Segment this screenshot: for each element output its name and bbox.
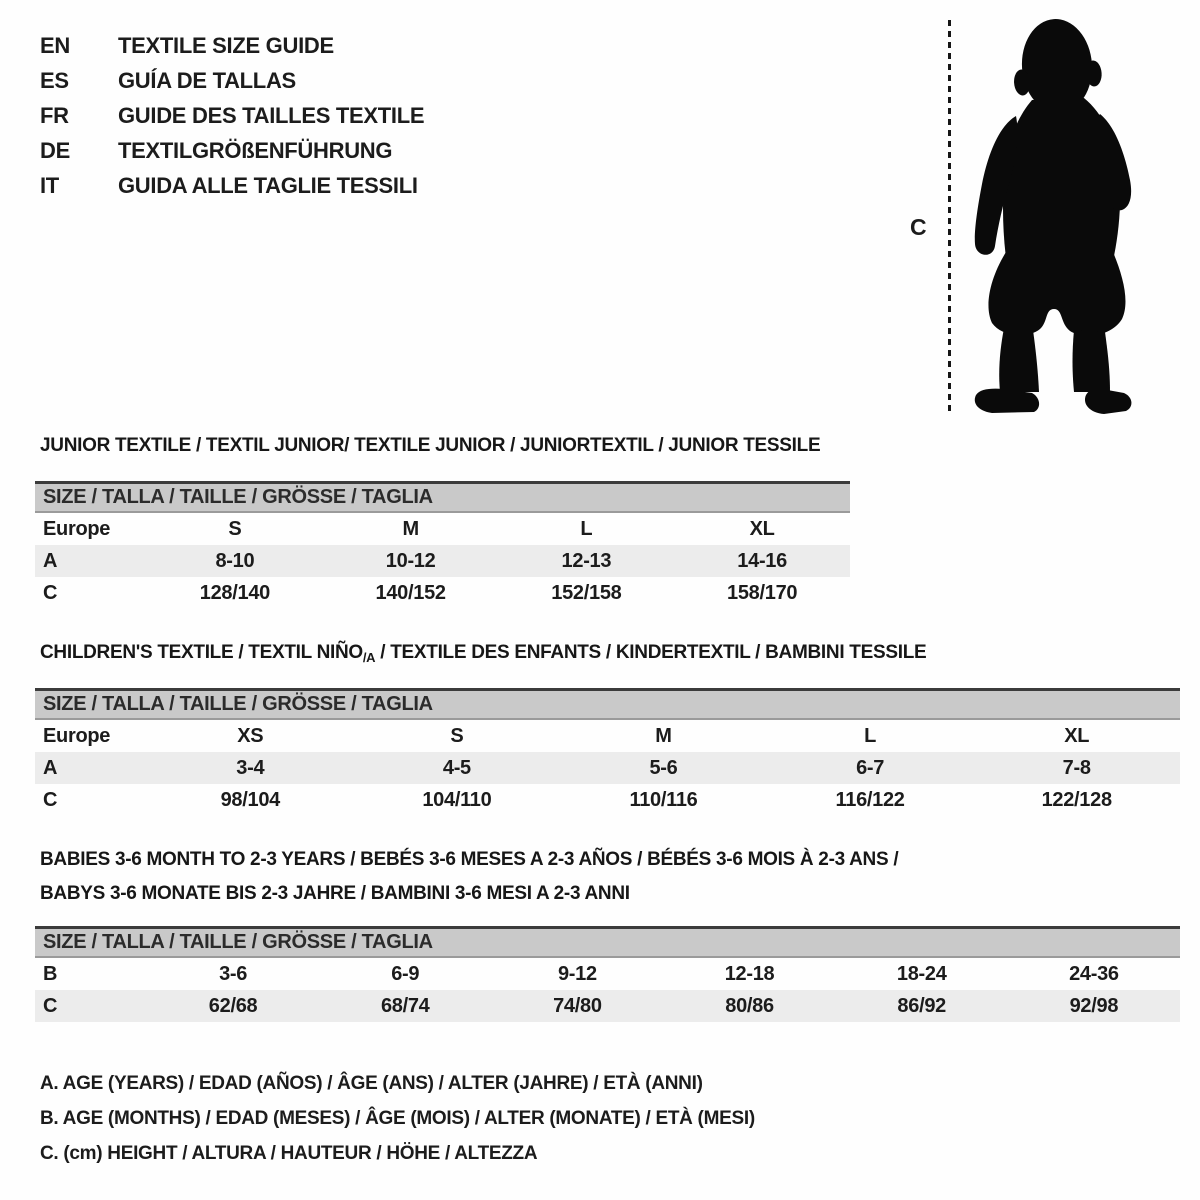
babies-section-title-line1: BABIES 3-6 MONTH TO 2-3 YEARS / BEBÉS 3-6 MESES A 2-3 AÑOS / BÉBÉS 3-6 MOIS À 2-3 ANS / [40,849,899,870]
cell: 158/170 [727,582,798,604]
table-row [35,512,850,545]
row-label: Europe [43,518,111,540]
cell: 74/80 [491,990,663,1022]
cell: 62/68 [147,990,319,1022]
table-header: SIZE / TALLA / TAILLE / GRÖSSE / TAGLIA [35,483,850,513]
cell: 140/152 [375,582,446,604]
language-code: EN [40,33,70,58]
table-row [35,752,1180,784]
language-row-es [40,63,424,98]
cell: M [402,518,419,540]
language-row-de [40,133,424,168]
height-dashed-line [948,20,951,414]
children-section-title [40,642,926,665]
cell: 128/140 [199,582,270,604]
cell: 68/74 [319,990,491,1022]
table-header-row [35,690,1180,720]
cell: 110/116 [629,789,698,811]
cell: 18-24 [896,963,947,985]
table-row [35,545,850,577]
cell: S [450,725,464,747]
language-code: ES [40,68,69,93]
table-header: SIZE / TALLA / TAILLE / GRÖSSE / TAGLIA [35,690,1180,720]
table-row [35,957,1180,990]
cell: 3-6 [219,963,248,985]
language-code: FR [40,103,69,128]
cell: 4-5 [354,752,561,784]
table-header-row [35,483,850,513]
cell: XL [749,518,775,540]
toddler-silhouette-icon [962,14,1138,418]
cell: L [864,725,877,747]
babies-section-title-line2: BABYS 3-6 MONATE BIS 2-3 JAHRE / BAMBINI 3-6 MESI A 2-3 ANNI [40,883,630,904]
cell: M [655,725,672,747]
babies-size-table [35,926,1180,1022]
row-label: B [43,963,58,985]
children-title-sub: /A [362,650,376,665]
table-row [35,577,850,609]
junior-size-table [35,481,850,609]
cell: XL [1064,725,1090,747]
cell: 122/128 [1041,789,1112,811]
row-label: C [35,990,147,1022]
row-label: A [35,545,147,577]
junior-section-title: JUNIOR TEXTILE / TEXTIL JUNIOR/ TEXTILE JUNIOR / JUNIORTEXTIL / JUNIOR TESSILE [40,435,821,456]
table-header: SIZE / TALLA / TAILLE / GRÖSSE / TAGLIA [35,928,1180,958]
cell: 14-16 [674,545,850,577]
language-code: IT [40,173,59,198]
cell: 8-10 [147,545,323,577]
children-title-rest: / TEXTILE DES ENFANTS / KINDERTEXTIL / BAMBINI TESSILE [375,642,927,663]
cell: 116/122 [835,789,905,811]
cell: 104/110 [422,789,492,811]
language-row-it [40,168,424,203]
cell: 6-9 [391,963,420,985]
cell: 12-13 [499,545,675,577]
cell: L [580,518,593,540]
language-title: GUIDE DES TAILLES TEXTILE [118,103,425,128]
footnote-c: C. (cm) HEIGHT / ALTURA / HAUTEUR / HÖHE / ALTEZZA [40,1143,538,1164]
row-label: Europe [43,725,111,747]
language-code: DE [40,138,70,163]
height-label-c: C [910,214,927,240]
cell: 12-18 [724,963,775,985]
cell: XS [237,725,264,747]
cell: 98/104 [220,789,280,811]
cell: 3-4 [147,752,354,784]
cell: 24-36 [1069,963,1119,985]
cell: 9-12 [557,963,597,985]
cell: S [228,518,242,540]
cell: 86/92 [836,990,1008,1022]
footnote-b: B. AGE (MONTHS) / EDAD (MESES) / ÂGE (MOIS) / ALTER (MONATE) / ETÀ (MESI) [40,1108,755,1129]
row-label: C [43,582,58,604]
children-title-main: CHILDREN'S TEXTILE / TEXTIL NIÑO [40,642,363,663]
row-label: C [43,789,58,811]
children-size-table [35,688,1180,816]
table-row [35,784,1180,816]
footnote-legend [40,1066,755,1171]
table-row [35,990,1180,1022]
cell: 6-7 [767,752,974,784]
row-label: A [35,752,147,784]
cell: 152/158 [551,582,622,604]
language-row-en [40,28,424,63]
language-title: GUÍA DE TALLAS [118,68,296,93]
cell: 92/98 [1008,990,1180,1022]
table-row [35,719,1180,752]
table-header-row [35,928,1180,958]
language-title: GUIDA ALLE TAGLIE TESSILI [118,173,418,198]
cell: 80/86 [663,990,835,1022]
language-title: TEXTILGRÖßENFÜHRUNG [118,138,393,163]
cell: 5-6 [560,752,767,784]
cell: 7-8 [973,752,1180,784]
cell: 10-12 [323,545,499,577]
footnote-a: A. AGE (YEARS) / EDAD (AÑOS) / ÂGE (ANS) / ALTER (JAHRE) / ETÀ (ANNI) [40,1073,703,1094]
language-title: TEXTILE SIZE GUIDE [118,33,334,58]
language-legend [40,28,424,203]
language-row-fr [40,98,424,133]
